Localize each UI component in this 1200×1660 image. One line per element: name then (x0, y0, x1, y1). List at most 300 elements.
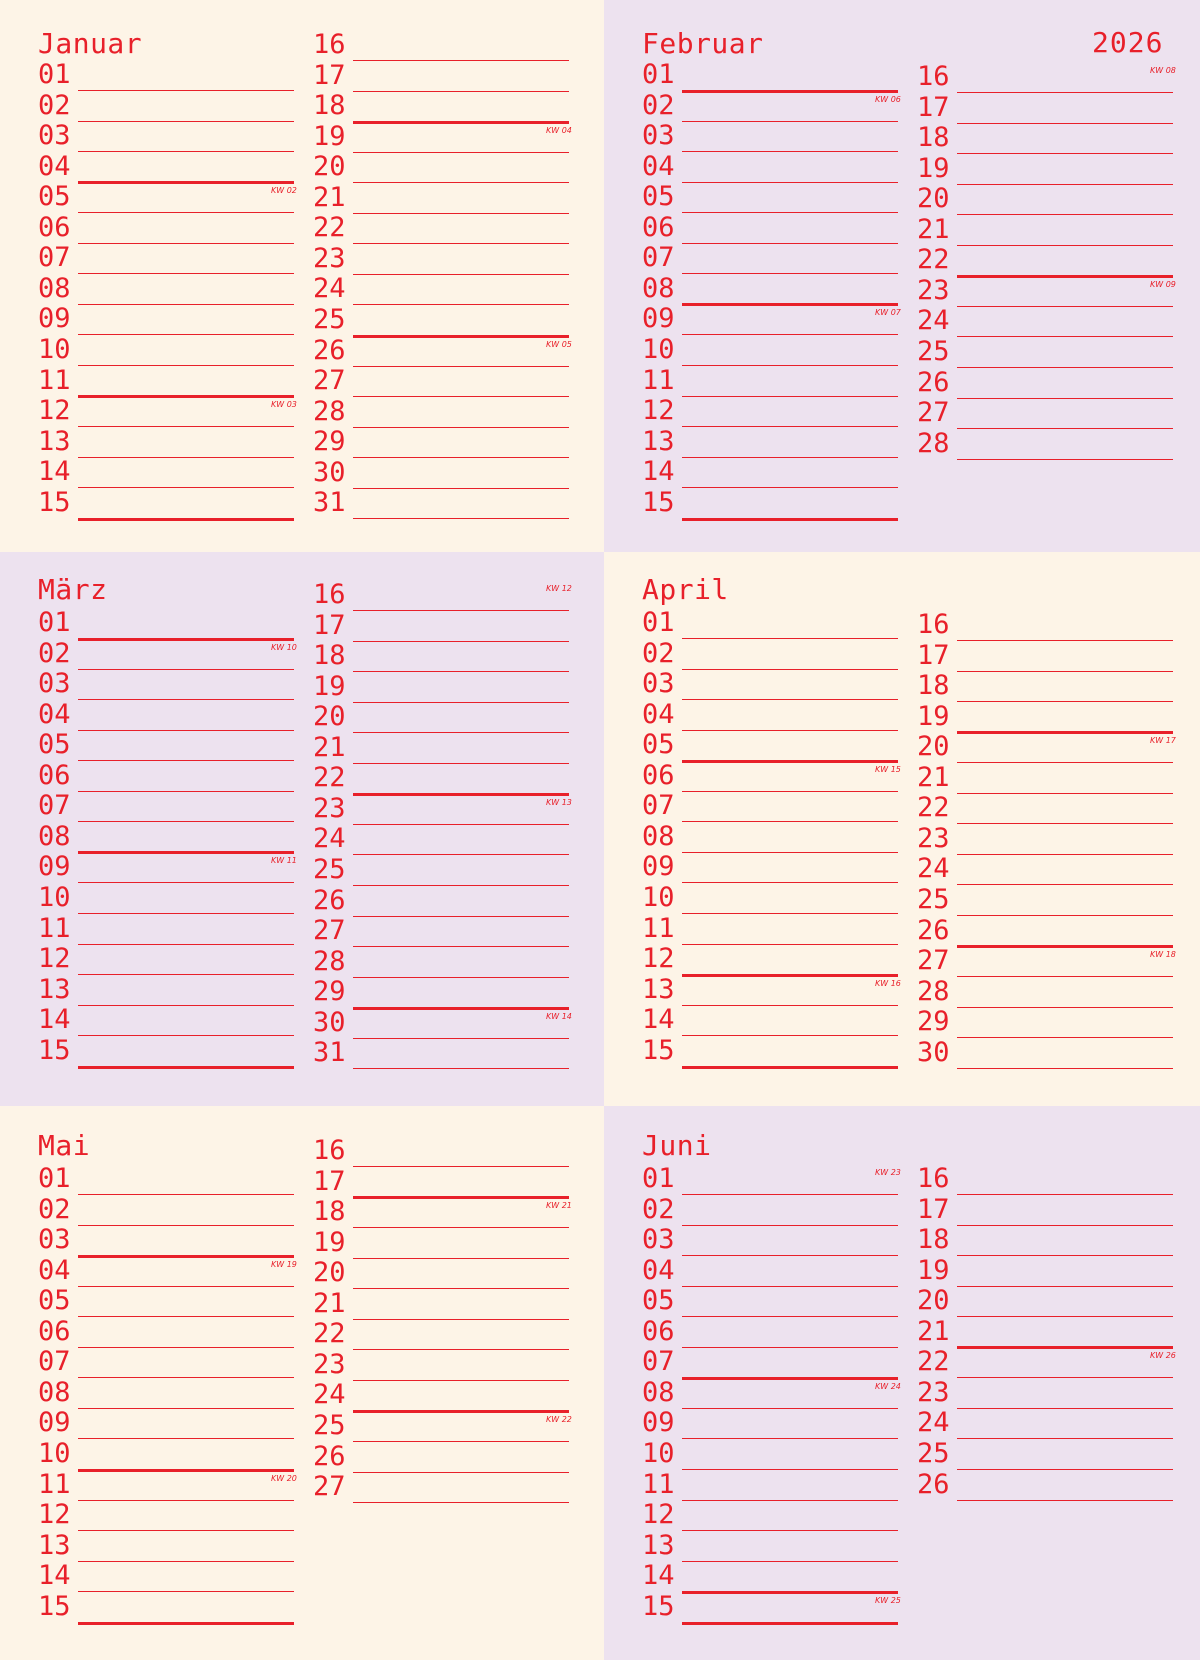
day-row[interactable] (38, 213, 298, 243)
day-row[interactable] (313, 611, 573, 641)
day-number: 29 (313, 426, 346, 458)
day-row[interactable] (642, 761, 902, 791)
day-row[interactable] (313, 641, 573, 671)
day-row[interactable] (917, 154, 1177, 184)
day-number: 18 (917, 1224, 950, 1256)
day-row[interactable] (917, 1195, 1177, 1225)
day-number: 15 (38, 1590, 71, 1622)
day-row[interactable] (313, 1136, 573, 1166)
day-row[interactable] (38, 152, 298, 182)
day-row[interactable] (313, 183, 573, 213)
day-row[interactable] (313, 458, 573, 488)
day-row[interactable] (917, 1007, 1177, 1037)
day-row[interactable] (38, 366, 298, 396)
week-divider (682, 760, 898, 763)
day-row[interactable] (313, 824, 573, 854)
day-row[interactable] (642, 457, 902, 487)
day-row[interactable] (313, 1380, 573, 1410)
day-row[interactable] (917, 184, 1177, 214)
day-row[interactable] (917, 1225, 1177, 1255)
day-number: 27 (917, 397, 950, 429)
day-row[interactable] (38, 852, 298, 882)
day-row[interactable] (917, 337, 1177, 367)
day-row[interactable] (38, 1286, 298, 1316)
week-number-label: KW 21 (546, 1201, 572, 1211)
day-number: 04 (642, 698, 675, 730)
day-number: 08 (642, 820, 675, 852)
week-divider (78, 181, 294, 184)
day-number: 06 (642, 759, 675, 791)
day-row[interactable] (38, 791, 298, 821)
day-number: 05 (642, 1285, 675, 1317)
day-row[interactable] (917, 702, 1177, 732)
day-number: 09 (642, 303, 675, 335)
day-number: 21 (917, 213, 950, 245)
day-number: 27 (313, 1471, 346, 1503)
day-number: 09 (38, 851, 71, 883)
day-row[interactable] (917, 1164, 1177, 1194)
day-row[interactable] (38, 944, 298, 974)
week-divider (78, 1469, 294, 1472)
day-row[interactable] (642, 608, 902, 638)
day-number: 20 (313, 151, 346, 183)
day-number: 10 (38, 1437, 71, 1469)
day-number: 08 (38, 272, 71, 304)
day-row[interactable] (642, 822, 902, 852)
day-number: 12 (38, 943, 71, 975)
day-number: 22 (917, 1346, 950, 1378)
day-row[interactable] (642, 1286, 902, 1316)
day-row[interactable] (38, 1317, 298, 1347)
day-number: 16 (917, 1163, 950, 1194)
week-number-label: KW 13 (546, 797, 572, 807)
day-row[interactable] (917, 793, 1177, 823)
day-row[interactable] (917, 732, 1177, 762)
day-number: 02 (38, 89, 71, 121)
day-row[interactable] (38, 121, 298, 151)
day-row[interactable] (313, 244, 573, 274)
day-number: 13 (642, 973, 675, 1005)
day-row[interactable] (917, 1286, 1177, 1316)
day-row[interactable] (917, 1038, 1177, 1068)
day-row[interactable] (642, 1036, 902, 1066)
day-number: 19 (917, 1254, 950, 1286)
day-number: 11 (642, 912, 675, 944)
day-row[interactable] (917, 215, 1177, 245)
day-row[interactable] (642, 1408, 902, 1438)
day-row[interactable] (642, 1347, 902, 1377)
day-row[interactable] (917, 1256, 1177, 1286)
week-number-label: KW 26 (1150, 1351, 1176, 1361)
day-row[interactable] (917, 306, 1177, 336)
day-row[interactable] (313, 336, 573, 366)
day-row[interactable] (642, 1005, 902, 1035)
day-row[interactable] (313, 122, 573, 152)
day-row[interactable] (917, 1347, 1177, 1377)
day-row[interactable] (38, 243, 298, 273)
day-row[interactable] (38, 1500, 298, 1530)
day-number: 22 (313, 762, 346, 794)
day-row[interactable] (642, 639, 902, 669)
day-row[interactable] (38, 1256, 298, 1286)
week-divider (682, 1377, 898, 1380)
day-number: 06 (38, 1315, 71, 1347)
day-row[interactable] (313, 1197, 573, 1227)
day-write-line (682, 1066, 898, 1069)
day-row[interactable] (38, 488, 298, 518)
day-row[interactable] (313, 886, 573, 916)
day-number: 10 (642, 881, 675, 913)
day-row[interactable] (917, 671, 1177, 701)
day-number: 16 (313, 1135, 346, 1166)
day-number: 14 (38, 1560, 71, 1592)
day-write-line (682, 518, 898, 521)
day-number: 23 (313, 792, 346, 824)
day-row[interactable] (38, 304, 298, 334)
day-number: 16 (917, 61, 950, 92)
day-row[interactable] (38, 914, 298, 944)
day-row[interactable] (313, 1008, 573, 1038)
day-row[interactable] (38, 1195, 298, 1225)
day-row[interactable] (642, 1531, 902, 1561)
day-row[interactable] (38, 975, 298, 1005)
day-row[interactable] (38, 1225, 298, 1255)
day-number: 30 (917, 1036, 950, 1068)
day-row[interactable] (38, 1592, 298, 1622)
week-divider (957, 945, 1173, 948)
day-row[interactable] (313, 672, 573, 702)
week-divider (957, 731, 1173, 734)
day-row[interactable] (38, 883, 298, 913)
day-row[interactable] (38, 1408, 298, 1438)
day-row[interactable] (642, 427, 902, 457)
day-number: 28 (917, 427, 950, 459)
day-number: 27 (313, 365, 346, 397)
day-row[interactable] (38, 1036, 298, 1066)
day-row[interactable] (642, 1317, 902, 1347)
week-number-label: KW 10 (271, 642, 297, 652)
day-row[interactable] (38, 91, 298, 121)
day-row[interactable] (917, 62, 1177, 92)
day-write-line (353, 518, 569, 519)
day-row[interactable] (642, 60, 902, 90)
day-row[interactable] (313, 152, 573, 182)
day-row[interactable] (642, 791, 902, 821)
day-row[interactable] (917, 1439, 1177, 1469)
day-row[interactable] (313, 1350, 573, 1380)
day-number: 15 (642, 486, 675, 518)
day-number: 03 (38, 668, 71, 700)
day-row[interactable] (38, 700, 298, 730)
week-divider (353, 335, 569, 338)
day-number: 11 (38, 1468, 71, 1500)
day-number: 02 (38, 1193, 71, 1225)
day-number: 08 (38, 1376, 71, 1408)
day-number: 17 (917, 639, 950, 671)
day-number: 09 (642, 851, 675, 883)
day-row[interactable] (917, 429, 1177, 459)
day-row[interactable] (642, 213, 902, 243)
month-panel-mai (0, 1106, 604, 1660)
day-row[interactable] (38, 1378, 298, 1408)
day-row[interactable] (917, 824, 1177, 854)
day-row[interactable] (642, 669, 902, 699)
day-row[interactable] (313, 397, 573, 427)
day-row[interactable] (38, 608, 298, 638)
day-row[interactable] (917, 977, 1177, 1007)
day-row[interactable] (38, 1439, 298, 1469)
day-row[interactable] (313, 488, 573, 518)
day-row[interactable] (917, 641, 1177, 671)
day-row[interactable] (313, 61, 573, 91)
week-divider (682, 974, 898, 977)
day-row[interactable] (642, 914, 902, 944)
day-number: 03 (38, 1224, 71, 1256)
week-number-label: KW 05 (546, 339, 572, 349)
day-row[interactable] (642, 730, 902, 760)
day-number: 11 (642, 1468, 675, 1500)
day-row[interactable] (642, 852, 902, 882)
day-row[interactable] (313, 733, 573, 763)
day-row[interactable] (642, 1439, 902, 1469)
day-row[interactable] (38, 274, 298, 304)
week-number-label: KW 04 (546, 125, 572, 135)
day-row[interactable] (38, 639, 298, 669)
day-row[interactable] (313, 977, 573, 1007)
week-number-label: KW 24 (875, 1381, 901, 1391)
day-row[interactable] (38, 761, 298, 791)
day-row[interactable] (642, 1592, 902, 1622)
day-row[interactable] (642, 366, 902, 396)
day-row[interactable] (38, 1531, 298, 1561)
day-row[interactable] (313, 1472, 573, 1502)
day-row[interactable] (642, 335, 902, 365)
day-row[interactable] (917, 398, 1177, 428)
day-row[interactable] (917, 1378, 1177, 1408)
day-number: 02 (642, 89, 675, 121)
day-number: 26 (917, 1468, 950, 1500)
week-number-label: KW 14 (546, 1011, 572, 1021)
week-number-label: KW 23 (875, 1168, 901, 1177)
day-row[interactable] (917, 123, 1177, 153)
day-number: 02 (642, 637, 675, 669)
day-row[interactable] (313, 1411, 573, 1441)
day-number: 29 (313, 976, 346, 1008)
day-row[interactable] (313, 1442, 573, 1472)
day-number: 13 (38, 1529, 71, 1561)
day-row[interactable] (38, 1005, 298, 1035)
day-row[interactable] (313, 1167, 573, 1197)
day-row[interactable] (642, 243, 902, 273)
day-number: 07 (38, 790, 71, 822)
day-number: 15 (642, 1590, 675, 1622)
day-row[interactable] (642, 1500, 902, 1530)
day-row[interactable] (642, 1378, 902, 1408)
day-row[interactable] (313, 366, 573, 396)
day-number: 15 (38, 486, 71, 518)
day-row[interactable] (642, 304, 902, 334)
day-number: 24 (917, 853, 950, 885)
day-row[interactable] (642, 121, 902, 151)
week-number-label: KW 06 (875, 94, 901, 104)
day-row[interactable] (917, 368, 1177, 398)
day-row[interactable] (313, 213, 573, 243)
day-row[interactable] (38, 822, 298, 852)
day-row[interactable] (642, 1256, 902, 1286)
day-number: 25 (917, 1437, 950, 1469)
day-row[interactable] (313, 947, 573, 977)
day-number: 19 (917, 700, 950, 732)
day-number: 08 (642, 1376, 675, 1408)
day-row[interactable] (38, 457, 298, 487)
week-divider (353, 793, 569, 796)
day-write-line (78, 1066, 294, 1069)
day-number: 04 (38, 698, 71, 730)
day-row[interactable] (313, 274, 573, 304)
day-row[interactable] (917, 1408, 1177, 1438)
day-row[interactable] (38, 335, 298, 365)
day-number: 20 (313, 1257, 346, 1289)
day-row[interactable] (642, 883, 902, 913)
day-number: 19 (313, 1226, 346, 1258)
day-row[interactable] (917, 854, 1177, 884)
day-row[interactable] (642, 396, 902, 426)
day-row[interactable] (313, 1038, 573, 1068)
day-row[interactable] (313, 30, 573, 60)
day-row[interactable] (38, 60, 298, 90)
day-row[interactable] (642, 1561, 902, 1591)
day-row[interactable] (38, 1347, 298, 1377)
day-number: 07 (642, 790, 675, 822)
week-divider (353, 1410, 569, 1413)
day-number: 01 (642, 607, 675, 638)
day-row[interactable] (642, 975, 902, 1005)
day-row[interactable] (642, 182, 902, 212)
year-label: 2026 (1092, 26, 1164, 59)
day-number: 28 (313, 945, 346, 977)
week-divider (353, 121, 569, 124)
day-row[interactable] (38, 1561, 298, 1591)
day-number: 26 (313, 334, 346, 366)
day-row[interactable] (38, 1470, 298, 1500)
day-row[interactable] (642, 488, 902, 518)
day-number: 21 (313, 1287, 346, 1319)
day-row[interactable] (313, 91, 573, 121)
day-row[interactable] (642, 1470, 902, 1500)
day-row[interactable] (917, 763, 1177, 793)
day-row[interactable] (313, 427, 573, 457)
week-number-label: KW 08 (1150, 66, 1176, 75)
day-number: 26 (313, 884, 346, 916)
day-row[interactable] (313, 916, 573, 946)
day-number: 23 (313, 242, 346, 274)
day-number: 25 (313, 303, 346, 335)
day-number: 28 (917, 975, 950, 1007)
day-row[interactable] (313, 1228, 573, 1258)
month-panel-juni (604, 1106, 1200, 1660)
day-row[interactable] (642, 1195, 902, 1225)
week-number-label: KW 22 (546, 1414, 572, 1424)
week-divider (353, 1007, 569, 1010)
day-number: 01 (642, 1163, 675, 1194)
day-number: 21 (313, 181, 346, 213)
day-row[interactable] (917, 885, 1177, 915)
day-row[interactable] (642, 1164, 902, 1194)
day-number: 04 (38, 1254, 71, 1286)
day-number: 27 (313, 915, 346, 947)
day-number: 22 (313, 1318, 346, 1350)
day-row[interactable] (313, 580, 573, 610)
week-number-label: KW 15 (875, 764, 901, 774)
day-number: 13 (642, 425, 675, 457)
day-row[interactable] (917, 245, 1177, 275)
week-divider (78, 851, 294, 854)
day-row[interactable] (642, 1225, 902, 1255)
day-number: 21 (917, 761, 950, 793)
day-row[interactable] (642, 152, 902, 182)
day-number: 27 (917, 945, 950, 977)
day-row[interactable] (642, 700, 902, 730)
day-row[interactable] (917, 916, 1177, 946)
day-number: 24 (313, 273, 346, 305)
day-row[interactable] (313, 1319, 573, 1349)
day-number: 11 (642, 364, 675, 396)
day-write-line (957, 1068, 1173, 1069)
day-row[interactable] (917, 1470, 1177, 1500)
day-row[interactable] (642, 274, 902, 304)
day-row[interactable] (38, 427, 298, 457)
day-row[interactable] (313, 305, 573, 335)
day-number: 18 (313, 1196, 346, 1228)
day-number: 20 (917, 731, 950, 763)
day-number: 16 (313, 579, 346, 610)
week-number-label: KW 25 (875, 1595, 901, 1605)
day-number: 14 (642, 456, 675, 488)
day-row[interactable] (313, 794, 573, 824)
day-number: 18 (917, 122, 950, 154)
month-title: Mai (38, 1129, 91, 1162)
day-row[interactable] (642, 91, 902, 121)
day-row[interactable] (917, 1317, 1177, 1347)
day-row[interactable] (917, 610, 1177, 640)
day-row[interactable] (313, 763, 573, 793)
day-row[interactable] (38, 396, 298, 426)
day-row[interactable] (313, 1258, 573, 1288)
week-number-label: KW 17 (1150, 736, 1176, 746)
day-number: 26 (313, 1440, 346, 1472)
day-row[interactable] (313, 855, 573, 885)
day-number: 05 (38, 181, 71, 213)
day-row[interactable] (38, 730, 298, 760)
day-row[interactable] (313, 1289, 573, 1319)
day-row[interactable] (917, 946, 1177, 976)
day-number: 06 (38, 759, 71, 791)
day-row[interactable] (917, 276, 1177, 306)
day-number: 06 (642, 211, 675, 243)
day-number: 23 (917, 274, 950, 306)
day-number: 11 (38, 364, 71, 396)
day-number: 25 (313, 1409, 346, 1441)
day-row[interactable] (38, 182, 298, 212)
day-row[interactable] (38, 1164, 298, 1194)
day-row[interactable] (313, 702, 573, 732)
day-row[interactable] (642, 944, 902, 974)
day-row[interactable] (917, 93, 1177, 123)
day-number: 26 (917, 914, 950, 946)
day-number: 03 (38, 120, 71, 152)
month-title: Juni (642, 1129, 712, 1162)
day-row[interactable] (38, 669, 298, 699)
